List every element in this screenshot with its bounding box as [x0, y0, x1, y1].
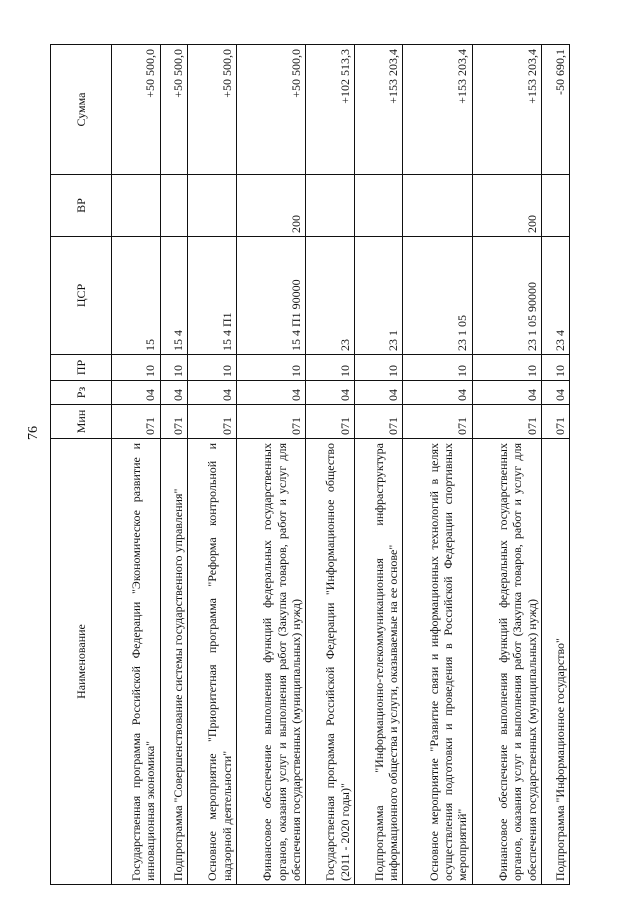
cell-csr: 15 4 [160, 237, 188, 355]
cell-rz: 04 [112, 381, 161, 405]
cell-vr: 200 [472, 175, 541, 237]
header-name: Наименование [51, 439, 112, 885]
cell-name: Финансовое обеспечение выполнения функций федеральных государственных органов, оказания услуг и выполнения работ (Закупка товаров, работ и услуг для обеспечения государственных (муниципальных) нужд) [237, 439, 306, 885]
cell-csr: 23 1 05 90000 [472, 237, 541, 355]
cell-csr: 15 4 П1 90000 [237, 237, 306, 355]
cell-pr: 10 [160, 355, 188, 381]
table-row [542, 45, 570, 885]
cell-csr: 15 4 П1 [188, 237, 237, 355]
cell-rz: 04 [237, 381, 306, 405]
cell-sum: +153 203,4 [403, 45, 472, 175]
cell-name: Основное мероприятие "Развитие связи и информационных технологий в целях осуществления подготовки и проведения в Российской Федерации спортивных мероприятий" [403, 439, 472, 885]
header-pr: ПР [51, 355, 112, 381]
cell-csr: 23 1 [354, 237, 403, 355]
cell-rz: 04 [472, 381, 541, 405]
cell-name: Подпрограмма "Информационно-телекоммуникационная инфраструктура информационного общества и услуги, оказываемые на ее основе" [354, 439, 403, 885]
table-row [237, 45, 306, 885]
cell-name: Государственная программа Российской Федерации "Экономическое развитие и инновационная экономика" [112, 439, 161, 885]
table-row [306, 45, 355, 885]
table-row [403, 45, 472, 885]
cell-vr [354, 175, 403, 237]
page-number: 76 [26, 426, 41, 440]
cell-pr: 10 [112, 355, 161, 381]
cell-vr [306, 175, 355, 237]
cell-sum: -50 690,1 [542, 45, 570, 175]
header-rz: Рз [51, 381, 112, 405]
cell-csr: 15 [112, 237, 161, 355]
cell-rz: 04 [306, 381, 355, 405]
cell-sum: +50 500,0 [188, 45, 237, 175]
header-sum: Сумма [51, 45, 112, 175]
cell-name: Государственная программа Российской Федерации "Информационное общество (2011 - 2020 годы)" [306, 439, 355, 885]
cell-vr [112, 175, 161, 237]
cell-pr: 10 [472, 355, 541, 381]
cell-name: Подпрограмма "Совершенствование системы государственного управления" [160, 439, 188, 885]
cell-sum: +153 203,4 [472, 45, 541, 175]
cell-csr: 23 4 [542, 237, 570, 355]
cell-csr: 23 1 05 [403, 237, 472, 355]
budget-table-container [50, 45, 570, 885]
cell-name: Финансовое обеспечение выполнения функций федеральных государственных органов, оказания услуг и выполнения работ (Закупка товаров, работ и услуг для обеспечения государственных (муниципальных) нужд) [472, 439, 541, 885]
cell-rz: 04 [403, 381, 472, 405]
cell-rz: 04 [354, 381, 403, 405]
table-row [354, 45, 403, 885]
header-min: Мин [51, 405, 112, 439]
header-vr: ВР [51, 175, 112, 237]
cell-pr: 10 [542, 355, 570, 381]
cell-pr: 10 [188, 355, 237, 381]
table-row [112, 45, 161, 885]
cell-min: 071 [306, 405, 355, 439]
cell-sum: +50 500,0 [237, 45, 306, 175]
cell-name: Подпрограмма "Информационное государство" [542, 439, 570, 885]
cell-min: 071 [354, 405, 403, 439]
cell-vr [188, 175, 237, 237]
table-row [188, 45, 237, 885]
cell-rz: 04 [160, 381, 188, 405]
cell-min: 071 [237, 405, 306, 439]
header-csr: ЦСР [51, 237, 112, 355]
cell-min: 071 [188, 405, 237, 439]
cell-min: 071 [112, 405, 161, 439]
cell-pr: 10 [306, 355, 355, 381]
cell-vr [160, 175, 188, 237]
table-header-row [51, 45, 112, 885]
cell-min: 071 [403, 405, 472, 439]
cell-vr [403, 175, 472, 237]
cell-pr: 10 [403, 355, 472, 381]
cell-sum: +50 500,0 [160, 45, 188, 175]
cell-pr: 10 [237, 355, 306, 381]
cell-sum: +153 203,4 [354, 45, 403, 175]
cell-sum: +102 513,3 [306, 45, 355, 175]
cell-min: 071 [160, 405, 188, 439]
cell-vr: 200 [237, 175, 306, 237]
cell-min: 071 [542, 405, 570, 439]
cell-pr: 10 [354, 355, 403, 381]
cell-sum: +50 500,0 [112, 45, 161, 175]
budget-table [50, 44, 570, 885]
cell-name: Основное мероприятие "Приоритетная программа "Реформа контрольной и надзорной деятельности" [188, 439, 237, 885]
cell-rz: 04 [188, 381, 237, 405]
cell-csr: 23 [306, 237, 355, 355]
cell-rz: 04 [542, 381, 570, 405]
table-row [160, 45, 188, 885]
table-row [472, 45, 541, 885]
cell-min: 071 [472, 405, 541, 439]
cell-vr [542, 175, 570, 237]
